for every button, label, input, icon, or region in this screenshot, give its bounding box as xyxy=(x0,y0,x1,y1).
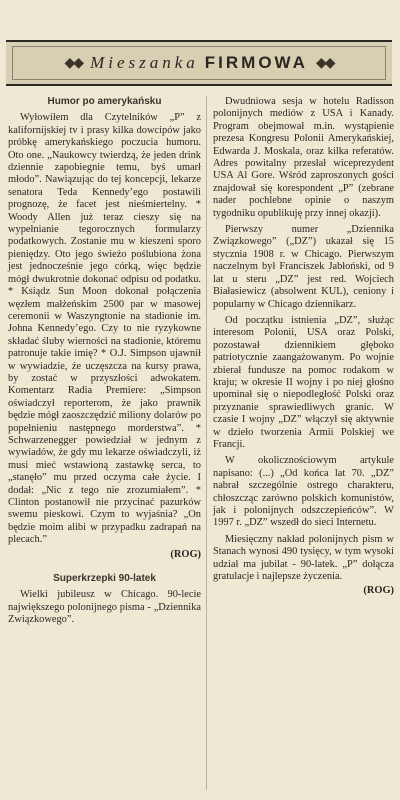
article-signature-jubilee: (ROG) xyxy=(363,585,394,597)
article-paragraph: Pierwszy numer „Dziennika Związkowego” („DZ”) ukazał się 15 stycznia 1908 r. w Chicago. Pierwszym naczelnym był Franciszek Jabłoński, od 9 lat u steru „DZ” jest red. Wojciech Białasiewicz (absolwent KUL), ceniony i popularny w Chicago dziennikarz. xyxy=(213,224,394,310)
left-column xyxy=(8,96,201,627)
diamond-ornament-right-icon: ◆◆ xyxy=(315,55,334,71)
column-divider xyxy=(206,96,207,790)
diamond-ornament-left-icon: ◆◆ xyxy=(64,55,83,71)
article-body-humor: Wyłowiłem dla Czytelników „P” z kalifornijskiej tv i prasy kilka dowcipów jako próbkę amerykańskiego poczucia humoru. Oto one. „Naukowcy twierdzą, że jeden drink dziennie zapobiegnie temu, byś umarł młodo”. Nawiązując do tej koncepcji, lekarze senatora Teda Kennedy’ego postawili prognozę, że facet jest nieśmiertelny. * Woody Allen już teraz cieszy się na wypełnianie tegorocznych formularzy podatkowych. Zostanie mu w kieszeni sporo pieniędzy. Oto jego świeżo poślubiona żona jest jednocześnie jego córką, więc będzie mógł dwukrotnie dokonać odpisu od podatku. * Ksiądz Sun Moon dokonał połączenia węzłem małżeńskim 2500 par w masowej ceremonii w Waszyngtonie na stadionie im. Johna Kennedy’ego. Czy to nie ryzykowne składać śluby wierności na stadionie, któremu patronuje takie imię? * O.J. Simpson ujawnił w wywiadzie, że uczęszcza na kursy prawa, by zostać w przyszłości adwokatem. Komentarz Radia Premiere: „Simpson oświadczył reporterom, że jako prawnik będzie mógł zaoszczędzić miliony dolarów po popełnieniu następnego morderstwa”. * Schwarzenegger powiedział w jednym z wywiadów, że gdy mu lekarze oświadczyli, iż musi mieć wstawioną zastawkę serca, to „stanęło” mu przed oczyma całe życie. I dodał: „Nic z tego nie zrozumiałem”. * Clinton postanowił nie przycinać pazurków swemu pieskowi. Czym to wyjaśnia? „On będzie moim alibi w przypadku zadrapań na plecach.” xyxy=(8,112,201,546)
section-banner-frame xyxy=(12,46,386,80)
right-column xyxy=(213,96,394,598)
article-signature-humor: (ROG) xyxy=(170,548,201,560)
section-banner xyxy=(6,40,392,86)
article-paragraph: Od początku istnienia „DZ”, służąc interesom Polonii, USA oraz Polski, pozostawał dziennikiem głęboko patriotycznie zaangażowanym. Po wojnie zbierał fundusze na pomoc rodakom w kraju; w okresie II wojny i po niej głośno upominał się o niepodległość Polski oraz przyznanie sprawiedliwych granic. W czasie I wojny „DZ” włączył się aktywnie w dzieło tworzenia Armii Polskiej we Francji. xyxy=(213,314,394,450)
article-paragraph: W okolicznościowym artykule napisano: (...) „Od końca lat 70. „DZ” nabrał szczególnie ostrego charakteru, chłoszcząc zarówno polskich komunistów, jak i polonijnych odszczepieńców”. W 1997 r. „DZ” wszedł do sieci Internetu. xyxy=(213,455,394,529)
banner-title-italic: Mieszanka xyxy=(90,53,199,72)
article-body-jubilee-start: Wielki jubileusz w Chicago. 90-lecie największego polonijnego pisma - „Dziennika Związkowego”. xyxy=(8,589,201,626)
article-paragraph: Miesięczny nakład polonijnych pism w Stanach wynosi 490 tysięcy, w tym wysoki udział ma jubilat - 90-latek. „P” dołącza gratulacje i najlepsze życzenia. xyxy=(213,533,394,583)
article-heading-humor: Humor po amerykańsku xyxy=(47,96,162,107)
article-paragraph: Dwudniowa sesja w hotelu Radisson polonijnych mediów z USA i Kanady. Program obejmował m.in. wystąpienie prezesa Kongresu Polonii Amerykańskiej, Edwarda J. Moskala, oraz kilka referatów. Adres powitalny przesłał wiceprezydent USA Al Gore. Wśród zaproszonych gości znajdował się korespondent „P” (zebrane nader pochlebne opinie o naszym tygodniku opublikuję przy innej okazji). xyxy=(213,96,394,219)
article-heading-jubilee: Superkrzepki 90-latek xyxy=(53,573,156,585)
banner-title-bold: FIRMOWA xyxy=(204,53,308,72)
